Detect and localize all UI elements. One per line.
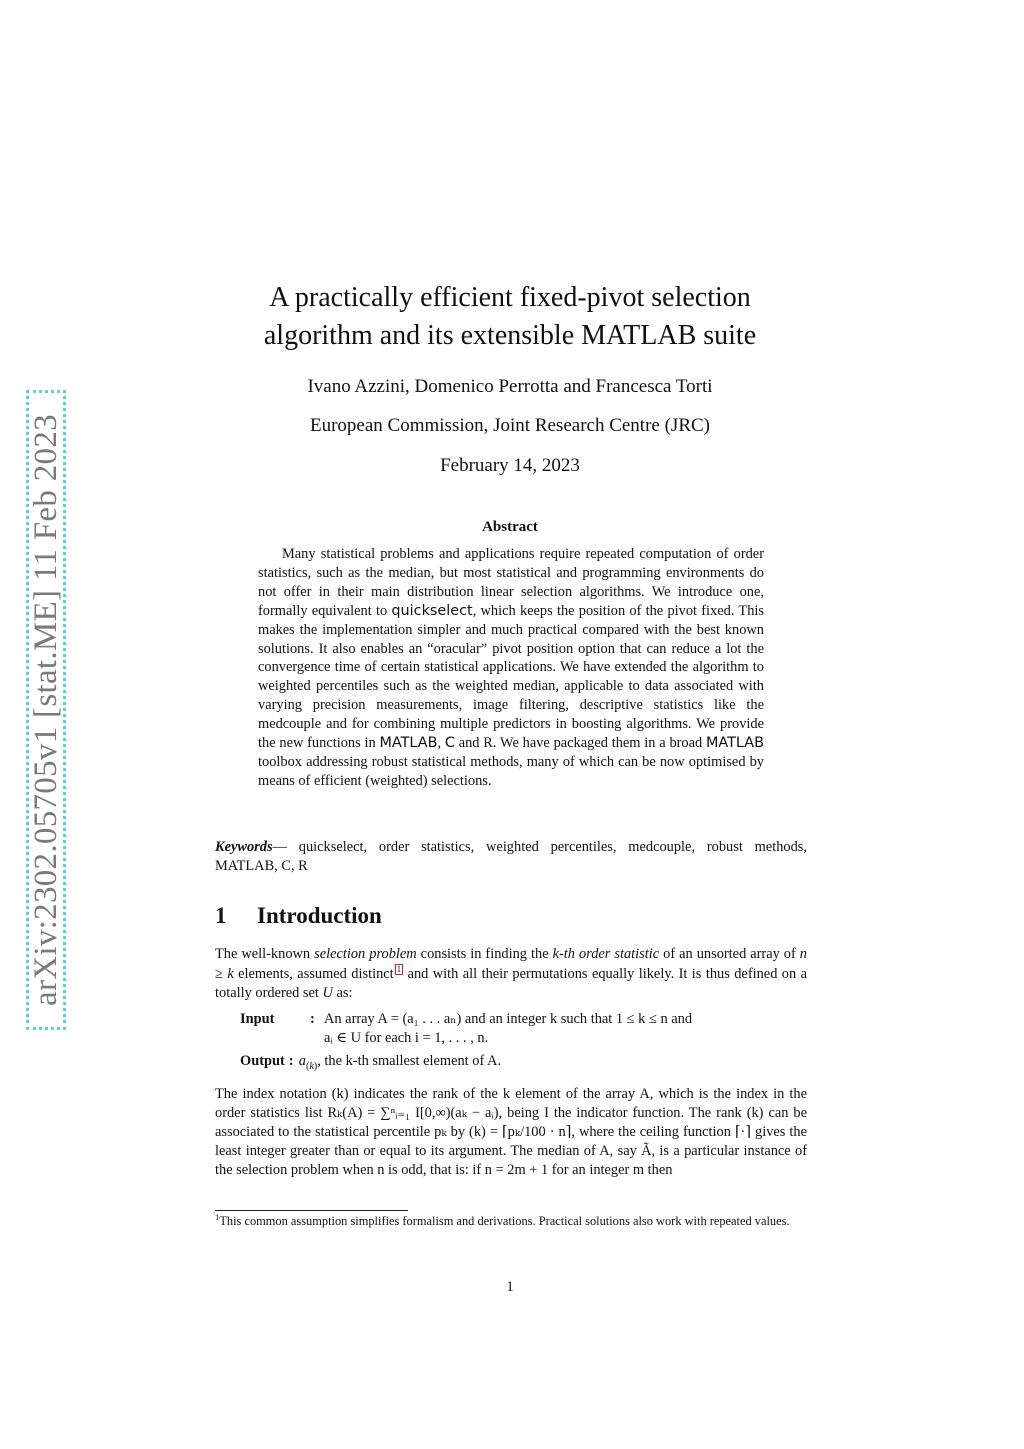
section-number: 1 xyxy=(215,903,227,928)
authors: Ivano Azzini, Domenico Perrotta and Francesca Torti xyxy=(307,376,713,397)
footnote-link[interactable]: 1 xyxy=(396,964,402,974)
affiliation: European Commission, Joint Research Centre (JRC) xyxy=(310,415,710,436)
abstract-body xyxy=(258,545,764,791)
intro-paragraph-2: The index notation (k) indicates the rank of the k element of the array A, which is the index in the order statistics list Rₖ(A) = ∑ⁿᵢ₌₁ I[0,∞)(aₖ − aᵢ), being I the indicator function. The rank (k) can be associated to the statistical percentile pₖ by (k) = ⌈pₖ/100 · n⌉, where the ceiling function ⌈·⌉ gives the least integer greater than or equal to its argument. The median of A, say Ã, is a particular instance of the selection problem when n is odd, that is: if n = 2m + 1 for an integer m then xyxy=(215,1086,807,1178)
intro-text: elements, assumed distinct xyxy=(233,965,394,982)
code-c: C xyxy=(444,735,455,752)
code-quickselect: quickselect xyxy=(391,602,473,619)
code-matlab: MATLAB xyxy=(706,735,764,752)
section-title: Introduction xyxy=(257,903,382,928)
intro-text: and with all their permutations equally likely. It is thus defined on a totally ordered set xyxy=(215,965,808,1001)
input-line-2: aᵢ ∈ U for each i = 1, . . . , n. xyxy=(324,1030,489,1046)
intro-paragraph-1: The well-known selection problem consists in finding the k-th order statistic of an unsorted array of n ≥ k elements, assumed distinct 1 and with all their permutations equally likely. It is thus defined on a totally ordered set U as: xyxy=(215,946,808,1001)
intro-text: of an unsorted array of xyxy=(659,946,800,962)
input-row: Input : An array A = (a₁ . . . aₙ) and an integer k such that 1 ≤ k ≤ n and aᵢ ∈ U for each i = 1, . . . , n. xyxy=(240,1011,693,1046)
code-matlab: MATLAB xyxy=(379,735,438,752)
abstract-text: , which keeps the position of the pivot fixed. This makes the implementation simpler and much practical compared with the best known solutions. It also enables an “oracular” pivot position option that can reduce a lot the convergence time of certain statistical applications. We have extended the algorithm to weighted percentiles such as the weighted median, applicable to data associated with varying precision measurements, image filtering, descriptive statistics like the medcouple and for combining multiple predictors in boosting algorithms. We provide the new functions in xyxy=(258,602,764,752)
abstract-text: Many statistical problems and applications require repeated computation of order statistics, such as the median, but most statistical and programming environments do not offer in their main distribution linear selection algorithms. We introduce one, formally equivalent to xyxy=(258,546,764,619)
abstract-text: , xyxy=(437,735,445,752)
keywords xyxy=(215,838,807,876)
title-line-2: algorithm and its extensible MATLAB suite xyxy=(263,320,757,351)
intro-text: The well-known xyxy=(215,946,315,962)
intro-text: as: xyxy=(332,984,353,1001)
intro-emph: k-th order statistic xyxy=(552,946,660,962)
arxiv-stamp: arXiv:2302.05705v1 [stat.ME] 11 Feb 2023 xyxy=(26,390,66,1030)
abstract-heading: Abstract xyxy=(482,519,538,535)
output-row: Output : $a_{(k)}$, the k-th smallest element of A. xyxy=(240,1053,502,1072)
date: February 14, 2023 xyxy=(440,455,580,476)
title-line-1: A practically efficient fixed-pivot selection xyxy=(269,282,751,313)
input-label: Input xyxy=(240,1011,275,1027)
output-label: Output xyxy=(240,1053,285,1069)
intro-emph: selection problem xyxy=(314,946,417,962)
keywords-text: — quickselect, order statistics, weighted percentiles, medcouple, robust methods, MATLAB, C, R xyxy=(215,839,807,874)
footnote-mark: 1 xyxy=(215,1211,220,1222)
footnote-rule xyxy=(215,1210,408,1211)
keywords-label: Keywords xyxy=(215,839,273,855)
abstract-text: toolbox addressing robust statistical methods, many of which can be now optimised by means of efficient (weighted) selections. xyxy=(258,753,764,789)
section-heading xyxy=(215,903,382,929)
abstract-text: and R. We have packaged them in a broad xyxy=(454,735,706,752)
intro-text: consists in finding the xyxy=(416,946,553,962)
output-text: , the k-th smallest element of A. xyxy=(317,1053,502,1069)
abstract-paragraph xyxy=(258,545,764,791)
footnote-text: This common assumption simplifies formalism and derivations. Practical solutions also work with repeated values. xyxy=(219,1214,790,1228)
page-number: 1 xyxy=(506,1279,514,1295)
input-line-1: An array A = (a₁ . . . aₙ) and an integer k such that 1 ≤ k ≤ n and xyxy=(324,1011,693,1027)
paper-title xyxy=(200,279,820,355)
io-definition xyxy=(240,1010,807,1071)
footnote xyxy=(215,1213,807,1229)
